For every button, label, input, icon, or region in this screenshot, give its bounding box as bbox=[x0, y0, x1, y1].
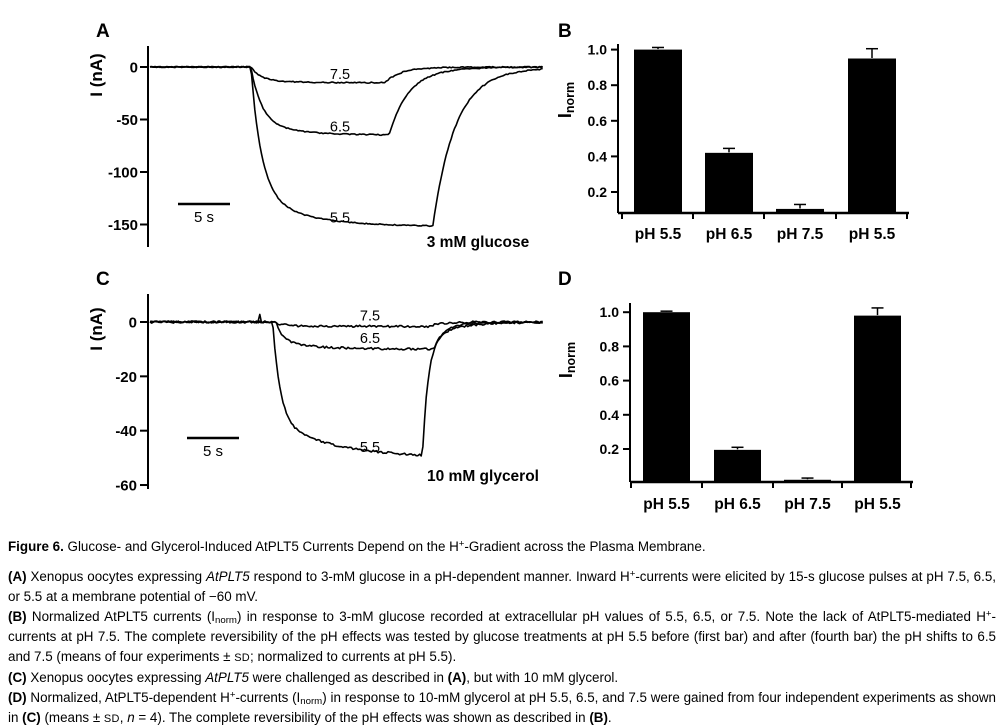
caption-segment: respond to 3-mM glucose in a pH-dependent manner. Inward H bbox=[249, 569, 630, 584]
caption-segment: -Gradient across the Plasma Membrane. bbox=[464, 539, 706, 554]
category-label-3: pH 5.5 bbox=[848, 226, 896, 243]
caption-segment: + bbox=[629, 568, 636, 580]
y-axis-label: I (nA) bbox=[87, 53, 106, 97]
caption-segment: n bbox=[127, 710, 135, 725]
y-tick-label: -100 bbox=[107, 164, 138, 182]
category-label-2: pH 7.5 bbox=[784, 496, 831, 513]
panel-label-d: D bbox=[558, 269, 572, 290]
y-tick-label: -40 bbox=[115, 423, 137, 441]
y-tick-label: 0.4 bbox=[587, 148, 607, 165]
caption-segment: ) in response to 10-mM glycerol at pH 5.5, 6.5, and 7.5 were gained from four independent experiments as shown in bbox=[8, 690, 997, 725]
bar-ph-6.5-1 bbox=[705, 153, 753, 213]
category-label-0: pH 5.5 bbox=[643, 496, 690, 513]
caption-segment: = 4). The complete reversibility of the pH effects was shown as described in bbox=[134, 710, 590, 725]
category-label-0: pH 5.5 bbox=[634, 226, 682, 243]
y-tick-label: 0 bbox=[129, 59, 138, 77]
caption-segment: Xenopus oocytes expressing bbox=[26, 569, 207, 584]
caption-paragraph bbox=[8, 688, 996, 727]
y-axis-label: Inorm bbox=[555, 81, 577, 119]
category-label-1: pH 6.5 bbox=[714, 496, 761, 513]
y-tick-label: -50 bbox=[116, 112, 138, 129]
scale-bar-label: 5 s bbox=[202, 443, 224, 460]
y-tick-label: 0.8 bbox=[599, 338, 619, 355]
trace-label-ph-7.5: 7.5 bbox=[359, 308, 381, 325]
caption-segment: + bbox=[229, 689, 236, 701]
y-tick-label: -150 bbox=[107, 217, 138, 234]
panel-label-b: B bbox=[558, 21, 572, 42]
y-tick-label: 0.6 bbox=[599, 372, 619, 389]
caption-paragraph bbox=[8, 668, 996, 688]
caption-segment: Normalized, AtPLT5-dependent H bbox=[26, 690, 230, 705]
y-axis-label: Inorm bbox=[556, 341, 578, 379]
caption-segment: -currents were elicited by 15-s glucose pulses at pH 7.5, 6.5, or 5.5 at a membrane potential of −60 mV. bbox=[8, 569, 997, 604]
y-tick-label: 0.2 bbox=[599, 441, 619, 457]
y-tick-label: 0.4 bbox=[599, 406, 619, 423]
bar-ph-5.5-0 bbox=[643, 312, 690, 482]
y-tick-label: 1.0 bbox=[587, 41, 607, 58]
caption-segment: , but with 10 mM glycerol. bbox=[466, 670, 619, 685]
scale-bar-label: 5 s bbox=[193, 209, 215, 226]
caption-segment: -currents (I bbox=[235, 690, 301, 705]
category-label-1: pH 6.5 bbox=[705, 226, 753, 243]
panel-label-a: A bbox=[96, 21, 110, 42]
caption-segment: Normalized AtPLT5 currents (I bbox=[26, 609, 215, 624]
trace-label-ph-6.5: 6.5 bbox=[359, 331, 381, 348]
bar-ph-6.5-1 bbox=[714, 450, 761, 482]
trace-label-ph-5.5: 5.5 bbox=[329, 210, 351, 227]
caption-segment: (A) bbox=[8, 569, 27, 584]
bar-ph-5.5-3 bbox=[848, 59, 896, 214]
y-tick-label: -60 bbox=[115, 477, 137, 495]
caption-segment: (D) bbox=[8, 690, 27, 705]
caption-segment: (C) bbox=[22, 710, 41, 725]
y-tick-label: 0.8 bbox=[587, 77, 607, 94]
caption-segment: were challenged as described in bbox=[248, 670, 448, 685]
y-tick-label: -20 bbox=[115, 368, 137, 386]
y-tick-label: 0 bbox=[128, 314, 137, 332]
bar-ph-5.5-3 bbox=[854, 316, 901, 482]
category-label-3: pH 5.5 bbox=[854, 496, 901, 513]
caption-segment: (A) bbox=[447, 670, 467, 685]
category-label-2: pH 7.5 bbox=[776, 226, 824, 243]
caption-segment: + bbox=[458, 538, 465, 550]
caption-segment: AtPLT5 bbox=[206, 569, 250, 584]
panel-label-c: C bbox=[96, 269, 110, 290]
caption-segment: SD bbox=[103, 713, 120, 725]
caption-segment: SD bbox=[234, 652, 251, 664]
caption-segment: AtPLT5 bbox=[205, 670, 249, 685]
caption-segment: (B) bbox=[589, 710, 608, 725]
caption-segment: ) in response to 3-mM glucose recorded at extracellular pH values of 5.5, 6.5, or 7.5. Note the lack of AtPLT5-mediated H bbox=[236, 609, 986, 624]
figure-caption-title bbox=[8, 537, 996, 557]
figure-caption-body bbox=[8, 567, 996, 727]
caption-paragraph bbox=[8, 567, 996, 607]
caption-paragraph bbox=[8, 607, 996, 668]
condition-label: 10 mM glycerol bbox=[427, 468, 539, 485]
caption-segment: + bbox=[985, 608, 992, 620]
caption-segment: . bbox=[607, 710, 612, 725]
y-axis-label: I (nA) bbox=[87, 307, 106, 351]
caption-segment: Figure 6. bbox=[8, 539, 64, 554]
caption-segment: norm bbox=[215, 614, 237, 626]
trace-ph-5.5 bbox=[150, 321, 543, 456]
caption-segment: Glucose- and Glycerol-Induced AtPLT5 Currents Depend on the H bbox=[63, 539, 459, 554]
bar-ph-5.5-0 bbox=[634, 50, 682, 213]
trace-label-ph-6.5: 6.5 bbox=[329, 119, 351, 136]
bar-ph-7.5-2 bbox=[784, 480, 831, 482]
bar-ph-7.5-2 bbox=[776, 209, 824, 213]
y-tick-label: 0.6 bbox=[587, 112, 607, 129]
caption-segment: norm bbox=[300, 695, 323, 707]
y-tick-label: 0.2 bbox=[587, 184, 607, 200]
caption-segment: -currents at pH 7.5. The complete reversibility of the pH effects was tested by glucose treatments at pH 5.5 before (first bar) and after (fourth bar) the pH shifts to 6.5 and 7.5 (means of four experiments ± bbox=[8, 609, 997, 664]
figure-caption bbox=[8, 537, 996, 727]
caption-segment: (C) bbox=[8, 670, 27, 685]
condition-label: 3 mM glucose bbox=[426, 234, 530, 251]
trace-label-ph-7.5: 7.5 bbox=[329, 66, 351, 83]
caption-segment: (B) bbox=[8, 609, 27, 624]
caption-segment: ; normalized to currents at pH 5.5). bbox=[250, 649, 457, 664]
caption-segment: , bbox=[119, 710, 128, 725]
trace-label-ph-5.5: 5.5 bbox=[359, 439, 381, 456]
trace-ph-5.5 bbox=[150, 67, 543, 227]
caption-segment: Xenopus oocytes expressing bbox=[26, 670, 206, 685]
caption-segment: (means ± bbox=[40, 710, 104, 725]
y-tick-label: 1.0 bbox=[599, 304, 619, 321]
